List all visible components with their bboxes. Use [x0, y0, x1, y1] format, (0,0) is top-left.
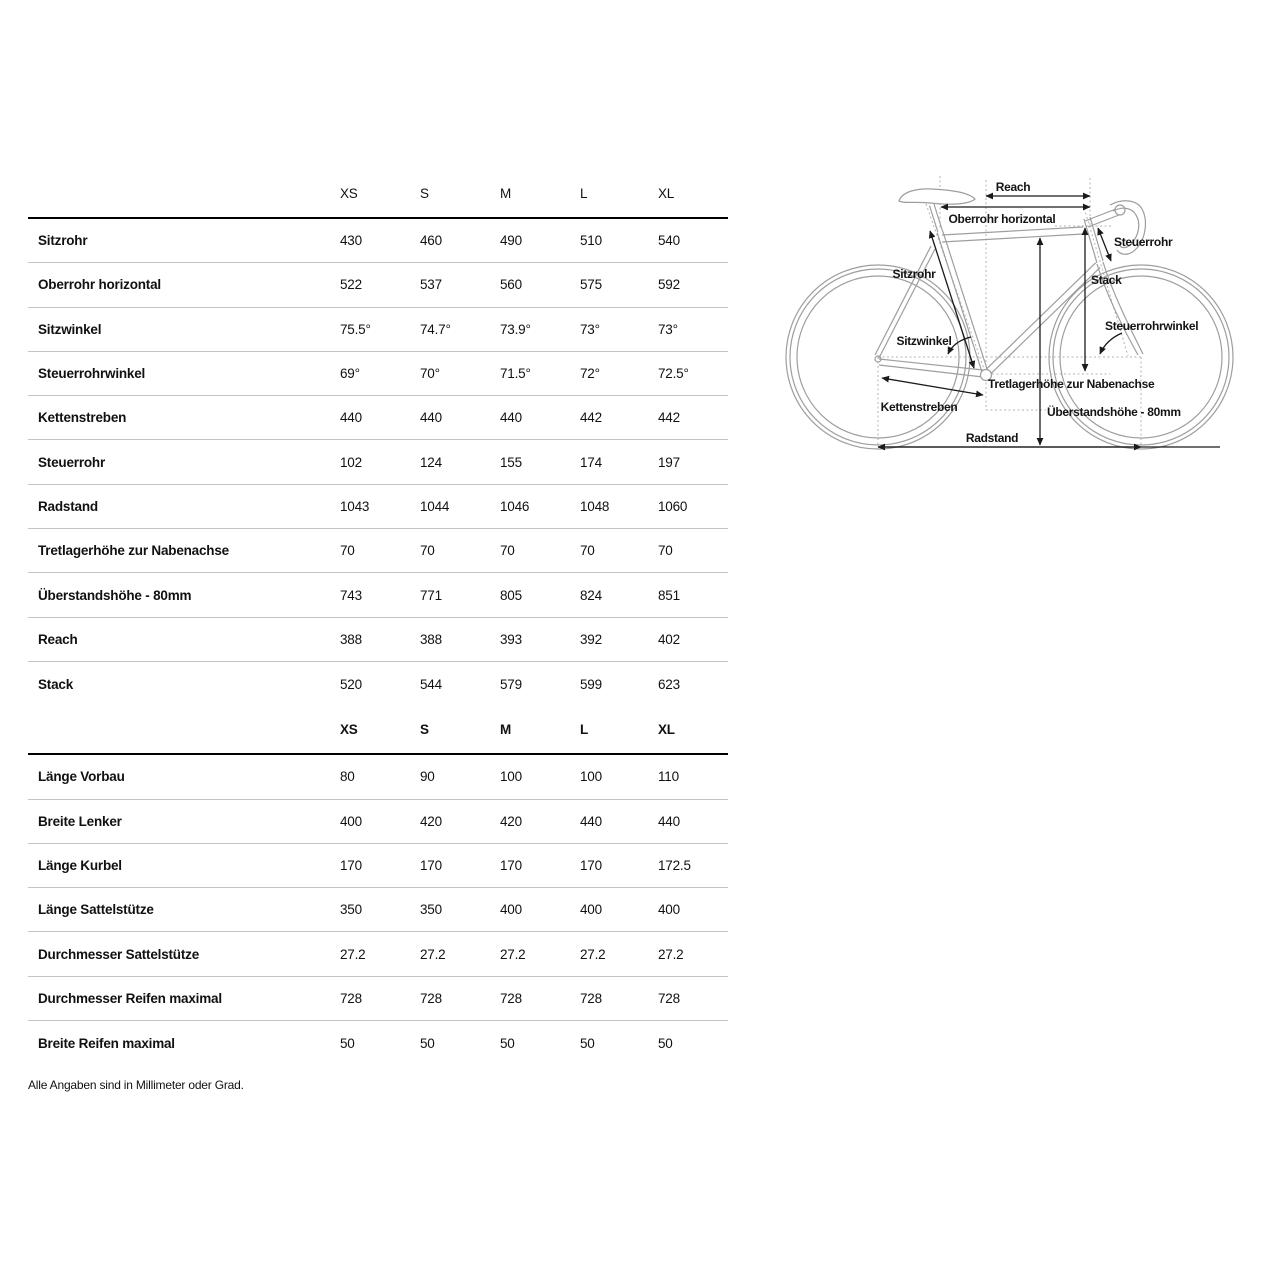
table-row: [28, 219, 728, 263]
value-xl: 72.5°: [658, 366, 689, 382]
table-row: [28, 618, 728, 662]
value-s: 90: [420, 769, 435, 785]
value-xl: 851: [658, 587, 680, 603]
head-angle-arc: [1100, 333, 1122, 354]
value-m: 73.9°: [500, 321, 531, 337]
value-xs: 27.2: [340, 946, 366, 962]
bike-frame: [875, 204, 1143, 381]
value-xl: 442: [658, 410, 680, 426]
size-header-s: S: [420, 186, 429, 201]
value-m: 805: [500, 587, 522, 603]
value-s: 420: [420, 813, 442, 829]
value-s: 27.2: [420, 946, 446, 962]
value-l: 27.2: [580, 946, 606, 962]
value-s: 728: [420, 990, 442, 1006]
value-xs: 80: [340, 769, 355, 785]
value-m: 490: [500, 233, 522, 249]
row-label: Steuerrohr: [38, 454, 106, 470]
value-s: 388: [420, 631, 442, 647]
value-xl: 623: [658, 676, 680, 692]
value-xs: 388: [340, 631, 362, 647]
label-oberrohr: Oberrohr horizontal: [948, 212, 1056, 226]
value-m: 50: [500, 1035, 515, 1051]
value-s: 70: [420, 543, 435, 559]
label-radstand: Radstand: [965, 431, 1019, 445]
row-label: Länge Sattelstütze: [38, 902, 154, 918]
value-xs: 522: [340, 277, 362, 293]
value-xl: 592: [658, 277, 680, 293]
label-steuerrohrwinkel: Steuerrohrwinkel: [1105, 319, 1199, 333]
value-l: 170: [580, 858, 602, 873]
value-s: 70°: [420, 366, 440, 382]
value-s: 50: [420, 1035, 435, 1051]
value-m: 440: [500, 410, 522, 426]
value-l: 442: [580, 410, 602, 426]
value-xs: 1043: [340, 498, 370, 514]
value-xs: 743: [340, 587, 362, 603]
value-l: 510: [580, 233, 602, 249]
row-label: Radstand: [38, 498, 98, 514]
value-l: 174: [580, 454, 602, 470]
row-label: Überstandshöhe - 80mm: [38, 587, 192, 603]
value-xl: 1060: [658, 498, 688, 514]
value-s: 771: [420, 587, 442, 603]
label-stack: Stack: [1091, 273, 1122, 287]
value-xs: 170: [340, 858, 362, 873]
value-xl: 440: [658, 813, 680, 829]
value-l: 50: [580, 1035, 595, 1051]
value-xs: 520: [340, 676, 362, 692]
value-xl: 50: [658, 1035, 673, 1051]
row-label: Breite Reifen maximal: [38, 1035, 175, 1051]
label-ueberstandshoehe: Überstandshöhe - 80mm: [1047, 405, 1181, 419]
value-xs: 728: [340, 990, 362, 1006]
value-s: 1044: [420, 498, 450, 514]
value-l: 824: [580, 587, 602, 603]
row-label: Stack: [38, 676, 74, 692]
row-label: Kettenstreben: [38, 410, 127, 426]
value-l: 440: [580, 813, 602, 829]
size-header-xs: XS: [340, 722, 358, 738]
table-row: [28, 932, 728, 976]
value-l: 728: [580, 990, 602, 1006]
row-label: Sitzrohr: [38, 233, 88, 249]
value-xl: 400: [658, 902, 680, 918]
value-xl: 110: [658, 769, 679, 785]
value-xs: 400: [340, 813, 362, 829]
label-sitzwinkel: Sitzwinkel: [896, 334, 952, 348]
value-m: 1046: [500, 498, 530, 514]
table-row: [28, 1021, 728, 1065]
table-row: [28, 800, 728, 844]
value-l: 1048: [580, 498, 610, 514]
value-l: 575: [580, 277, 602, 293]
value-xl: 27.2: [658, 946, 684, 962]
value-s: 170: [420, 858, 442, 873]
value-m: 420: [500, 813, 522, 829]
value-xs: 102: [340, 454, 362, 470]
value-m: 70: [500, 543, 515, 559]
value-xl: 540: [658, 233, 680, 249]
row-label: Oberrohr horizontal: [38, 277, 161, 293]
value-m: 170: [500, 858, 522, 873]
table-row: [28, 352, 728, 396]
value-xl: 197: [658, 454, 680, 470]
value-m: 100: [500, 769, 522, 785]
value-s: 544: [420, 676, 442, 692]
table-row: [28, 977, 728, 1021]
value-s: 460: [420, 233, 442, 249]
value-m: 560: [500, 277, 522, 293]
value-xs: 350: [340, 902, 362, 918]
table-row: [28, 755, 728, 799]
value-s: 440: [420, 410, 442, 426]
label-kettenstreben: Kettenstreben: [880, 400, 958, 414]
size-header-s: S: [420, 722, 429, 738]
label-steuerrohr: Steuerrohr: [1114, 235, 1173, 249]
row-label: Durchmesser Reifen maximal: [38, 990, 222, 1006]
value-s: 350: [420, 902, 442, 918]
table-row: [28, 440, 728, 484]
value-xl: 172.5: [658, 858, 691, 873]
value-m: 71.5°: [500, 366, 531, 382]
value-s: 74.7°: [420, 321, 451, 337]
size-header-row: [28, 170, 728, 217]
row-label: Tretlagerhöhe zur Nabenachse: [38, 543, 229, 559]
size-header-xl: XL: [658, 186, 675, 201]
row-label: Breite Lenker: [38, 813, 122, 829]
value-l: 72°: [580, 366, 600, 382]
value-xl: 728: [658, 990, 680, 1006]
size-header-l: L: [580, 722, 589, 738]
value-xs: 70: [340, 543, 355, 559]
table-footnote: Alle Angaben sind in Millimeter oder Grad.: [28, 1078, 244, 1093]
value-l: 599: [580, 676, 602, 692]
value-l: 400: [580, 902, 602, 918]
value-xl: 402: [658, 631, 680, 647]
label-tretlagerhoehe: Tretlagerhöhe zur Nabenachse: [988, 377, 1155, 391]
value-xl: 70: [658, 543, 673, 559]
value-xs: 430: [340, 233, 362, 249]
value-m: 393: [500, 631, 522, 647]
row-label: Sitzwinkel: [38, 321, 102, 337]
value-s: 124: [420, 454, 442, 470]
value-l: 73°: [580, 321, 600, 337]
value-xs: 440: [340, 410, 362, 426]
row-label: Durchmesser Sattelstütze: [38, 946, 200, 962]
value-xs: 69°: [340, 366, 360, 382]
size-header-xs: XS: [340, 186, 358, 201]
value-s: 537: [420, 277, 442, 293]
label-reach: Reach: [995, 180, 1031, 194]
table-row: [28, 888, 728, 932]
value-m: 400: [500, 902, 522, 918]
size-header-l: L: [580, 186, 588, 201]
value-xl: 73°: [658, 321, 678, 337]
table-row: [28, 529, 728, 573]
table-row: [28, 662, 728, 706]
size-header-row: [28, 706, 728, 753]
value-m: 728: [500, 990, 522, 1006]
table-row: [28, 844, 728, 888]
table-row: [28, 263, 728, 307]
value-xs: 75.5°: [340, 321, 371, 337]
table-row: [28, 308, 728, 352]
table-row: [28, 396, 728, 440]
table-row: [28, 485, 728, 529]
row-label: Länge Vorbau: [38, 769, 125, 785]
geometry-table: [28, 170, 728, 1092]
value-l: 100: [580, 769, 602, 785]
value-l: 392: [580, 631, 602, 647]
value-m: 155: [500, 454, 522, 470]
table-row: [28, 573, 728, 617]
size-header-xl: XL: [658, 722, 675, 738]
size-header-m: M: [500, 186, 512, 201]
value-m: 579: [500, 676, 522, 692]
saddle-icon: [899, 189, 975, 204]
label-sitzrohr: Sitzrohr: [892, 267, 936, 281]
bike-geometry-diagram: [780, 158, 1250, 458]
value-m: 27.2: [500, 946, 526, 962]
row-label: Steuerrohrwinkel: [38, 366, 146, 382]
size-header-m: M: [500, 722, 512, 738]
value-l: 70: [580, 543, 595, 559]
value-xs: 50: [340, 1035, 355, 1051]
row-label: Länge Kurbel: [38, 858, 122, 873]
row-label: Reach: [38, 631, 78, 647]
